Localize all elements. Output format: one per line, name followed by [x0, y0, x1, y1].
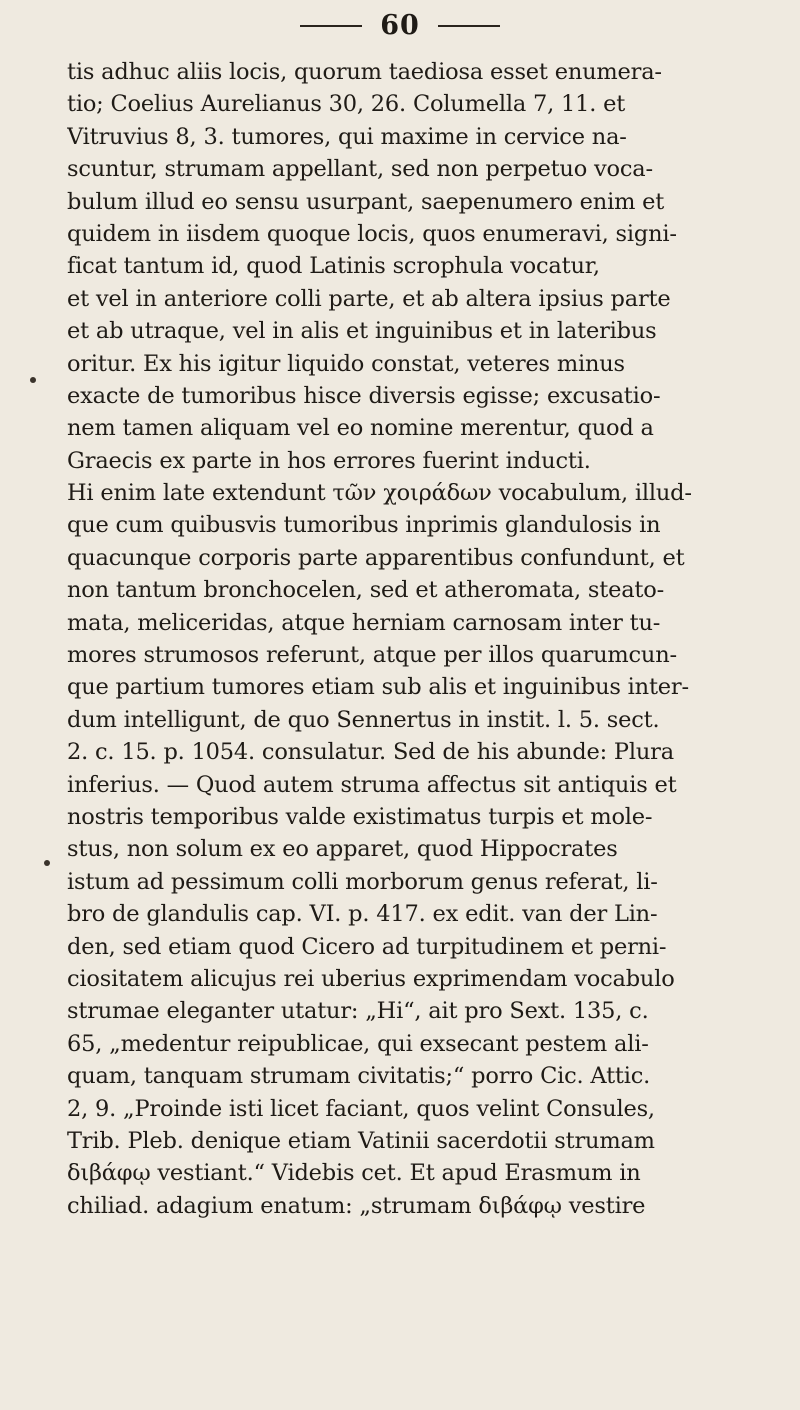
text-line: 2. c. 15. p. 1054. consulatur. Sed de his abunde: Plura: [67, 739, 674, 766]
text-line: chiliad. adagium enatum: „strumam διβάφῳ vestire: [67, 1192, 646, 1219]
text-line: Hi enim late extendunt τῶν χοιράδων vocabulum, illud-: [67, 480, 692, 507]
text-line: bro de glandulis cap. VI. p. 417. ex edit. van der Lin-: [67, 901, 658, 928]
ink-speck: [30, 377, 36, 383]
text-line: inferius. — Quod autem struma affectus sit antiquis et: [67, 771, 677, 798]
text-line: oritur. Ex his igitur liquido constat, veteres minus: [67, 350, 625, 377]
header-rule-right: [438, 25, 500, 27]
text-line: Vitruvius 8, 3. tumores, qui maxime in cervice na-: [67, 123, 627, 150]
text-line: strumae eleganter utatur: „Hi“, ait pro Sext. 135, c.: [67, 998, 649, 1025]
body-text: [67, 56, 762, 1222]
page-header: [0, 10, 800, 41]
text-line: Trib. Pleb. denique etiam Vatinii sacerdotii strumam: [67, 1127, 655, 1154]
text-line: dum intelligunt, de quo Sennertus in instit. l. 5. sect.: [67, 706, 660, 733]
text-line: Graecis ex parte in hos errores fuerint inducti.: [67, 447, 591, 474]
text-line: 65, „medentur reipublicae, qui exsecant pestem ali-: [67, 1030, 649, 1057]
text-line: διβάφῳ vestiant.“ Videbis cet. Et apud Erasmum in: [67, 1160, 641, 1187]
text-line: den, sed etiam quod Cicero ad turpitudinem et perni-: [67, 933, 667, 960]
text-line: nem tamen aliquam vel eo nomine merentur, quod a: [67, 415, 654, 442]
text-line: non tantum bronchocelen, sed et atheromata, steato-: [67, 577, 665, 604]
text-line: 2, 9. „Proinde isti licet faciant, quos velint Consules,: [67, 1095, 655, 1122]
text-line: tis adhuc aliis locis, quorum taediosa esset enumera-: [67, 59, 662, 85]
text-line: quacunque corporis parte apparentibus confundunt, et: [67, 544, 685, 571]
text-line: quam, tanquam strumam civitatis;“ porro Cic. Attic.: [67, 1063, 651, 1090]
text-line: stus, non solum ex eo apparet, quod Hippocrates: [67, 836, 618, 863]
text-line: quidem in iisdem quoque locis, quos enumeravi, signi-: [67, 220, 677, 247]
text-line: tio; Coelius Aurelianus 30, 26. Columella 7, 11. et: [67, 91, 626, 118]
text-line: ciositatem alicujus rei uberius exprimendam vocabulo: [67, 965, 675, 992]
text-line: istum ad pessimum colli morborum genus referat, li-: [67, 868, 658, 895]
text-line: mores strumosos referunt, atque per illos quarumcun-: [67, 642, 677, 669]
ink-speck: [44, 860, 50, 866]
text-line: nostris temporibus valde existimatus turpis et mole-: [67, 803, 653, 830]
text-line: et vel in anteriore colli parte, et ab altera ipsius parte: [67, 285, 671, 312]
text-line: et ab utraque, vel in alis et inguinibus et in lateribus: [67, 318, 657, 345]
text-line: mata, meliceridas, atque herniam carnosam inter tu-: [67, 609, 661, 636]
text-line: exacte de tumoribus hisce diversis egisse; excusatio-: [67, 382, 661, 409]
text-line: ficat tantum id, quod Latinis scrophula vocatur,: [67, 253, 600, 280]
text-line: bulum illud eo sensu usurpant, saepenumero enim et: [67, 188, 665, 215]
text-line: que cum quibusvis tumoribus inprimis glandulosis in: [67, 512, 661, 539]
header-rule-left: [300, 25, 362, 27]
text-line: que partium tumores etiam sub alis et inguinibus inter-: [67, 674, 689, 701]
page-number: 60: [380, 10, 420, 41]
text-line: scuntur, strumam appellant, sed non perpetuo voca-: [67, 156, 653, 183]
